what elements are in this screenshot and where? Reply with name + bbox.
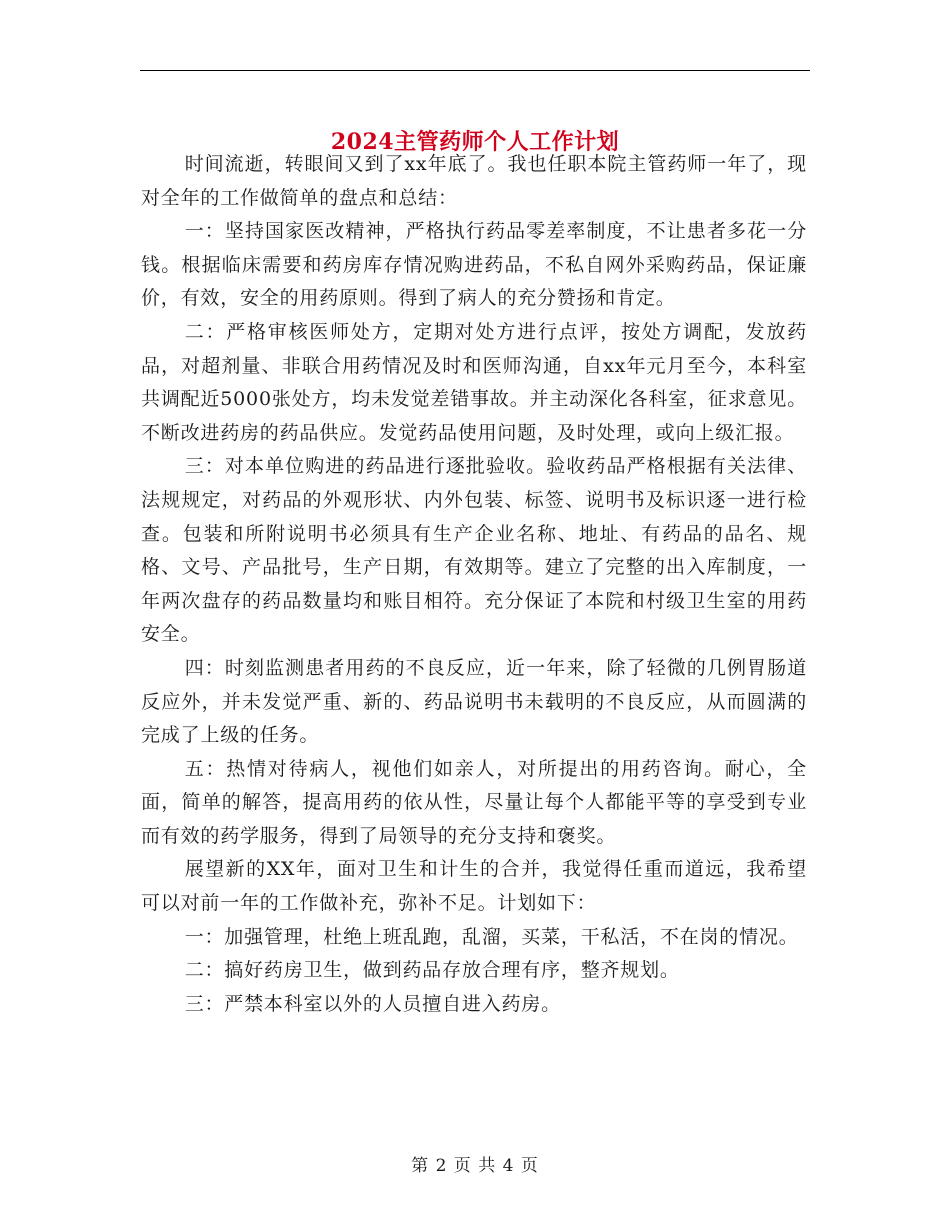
body-paragraph: 一：加强管理，杜绝上班乱跑，乱溜，买菜，干私活，不在岗的情况。 [184, 925, 799, 948]
body-paragraph: 五：热情对待病人，视他们如亲人，对所提出的用药咨询。耐心，全面，简单的解答，提高用药的依从性，尽量让每个人都能平等的享受到专业而有效的药学服务，得到了局领导的充分支持和褒奖。 [141, 757, 807, 847]
document-title: 2024主管药师个人工作计划 [330, 128, 620, 155]
body-paragraph: 展望新的XX年，面对卫生和计生的合并，我觉得任重而道远，我希望可以对前一年的工作做补充，弥补不足。计划如下： [141, 858, 807, 915]
body-paragraph: 二：搞好药房卫生，做到药品存放合理有序，整齐规划。 [184, 959, 680, 982]
body-paragraph: 二：严格审核医师处方，定期对处方进行点评，按处方调配，发放药品，对超剂量、非联合用药情况及时和医师沟通，自xx年元月至今，本科室共调配近5000张处方，均未发觉差错事故。并主动深化各科室，征求意见。不断改进药房的药品供应。发觉药品使用问题，及时处理，或向上级汇报。 [141, 320, 807, 444]
body-paragraph: 三：对本单位购进的药品进行逐批验收。验收药品严格根据有关法律、法规规定，对药品的外观形状、内外包装、标签、说明书及标识逐一进行检查。包装和所附说明书必须具有生产企业名称、地址、有药品的品名、规格、文号、产品批号，生产日期，有效期等。建立了完整的出入库制度，一年两次盘存的药品数量均和账目相符。充分保证了本院和村级卫生室的用药安全。 [141, 455, 807, 646]
body-paragraph: 时间流逝，转眼间又到了xx年底了。我也任职本院主管药师一年了，现对全年的工作做简单的盘点和总结： [141, 153, 807, 209]
body-paragraph: 四：时刻监测患者用药的不良反应，近一年来，除了轻微的几例胃肠道反应外，并未发觉严重、新的、药品说明书未载明的不良反应，从而圆满的完成了上级的任务。 [141, 656, 807, 747]
body-paragraph: 一：坚持国家医改精神，严格执行药品零差率制度，不让患者多花一分钱。根据临床需要和药房库存情况购进药品，不私自网外采购药品，保证廉价，有效，安全的用药原则。得到了病人的充分赞扬和肯定。 [141, 220, 807, 310]
page-number-footer: 第 2 页 共 4 页 [411, 1156, 539, 1176]
body-paragraph: 三：严禁本科室以外的人员擅自进入药房。 [184, 992, 561, 1015]
document-body [141, 148, 807, 1021]
header-rule [140, 70, 810, 71]
